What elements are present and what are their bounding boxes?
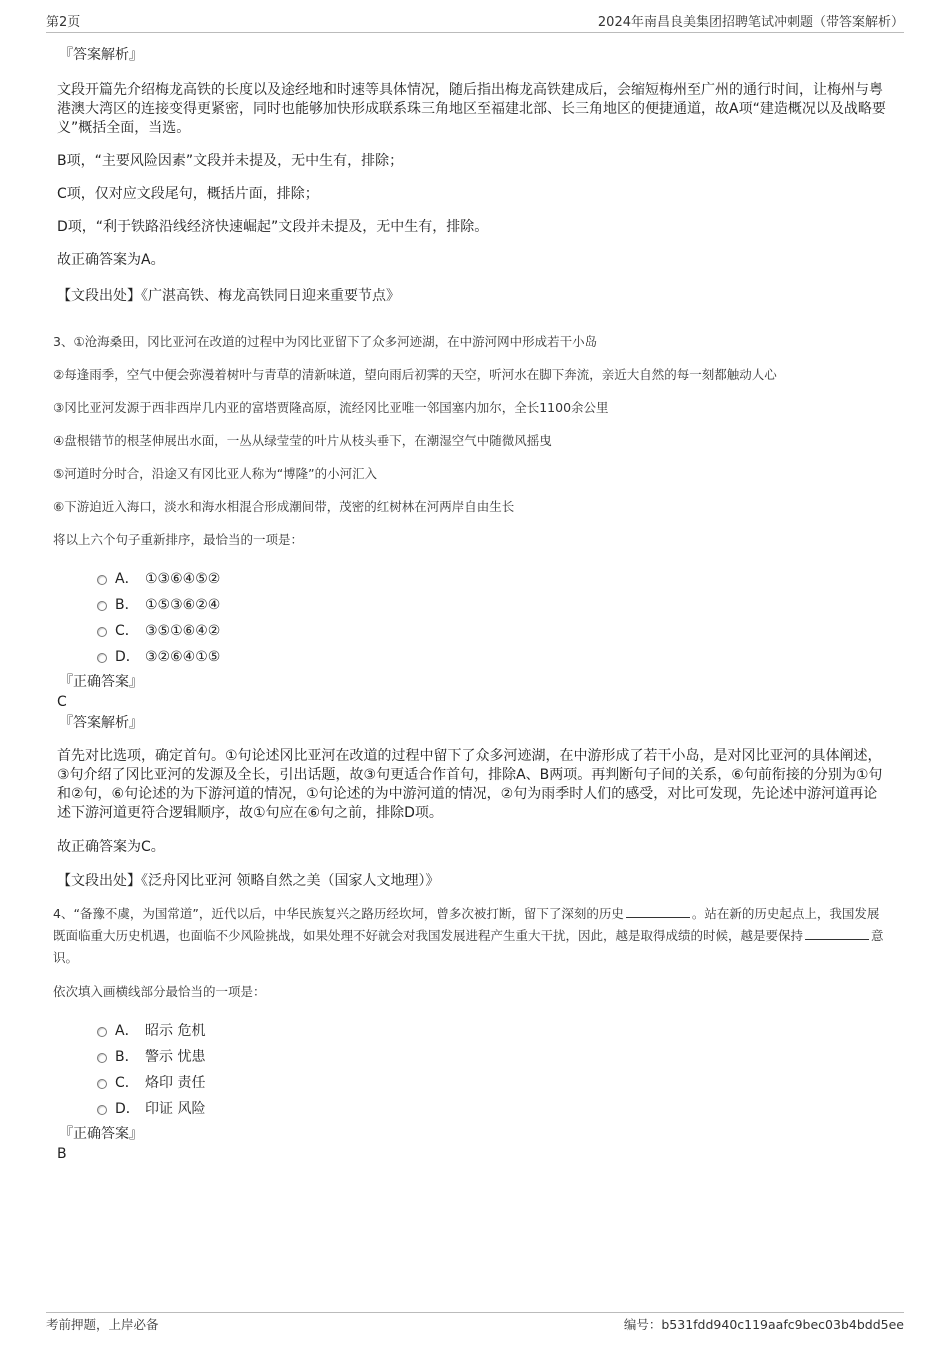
analysis-heading: 『答案解析』 [59, 715, 143, 731]
radio-icon[interactable] [97, 627, 107, 637]
document-title: 2024年南昌良美集团招聘笔试冲刺题（带答案解析） [597, 15, 904, 30]
question-4-option-c[interactable]: C． 烙印 责任 [97, 1073, 887, 1099]
question-3-sentence-4: ④盘根错节的根茎伸展出水面，一丛从绿莹莹的叶片从枝头垂下，在潮湿空气中随微风摇曳 [53, 433, 552, 448]
source-citation: 【文段出处】《泛舟冈比亚河 领略自然之美（国家人文地理）》 [57, 873, 440, 889]
analysis-option-d: D项，“利于铁路沿线经济快速崛起”文段并未提及，无中生有，排除。 [57, 219, 489, 235]
source-citation: 【文段出处】《广湛高铁、梅龙高铁同日迎来重要节点》 [57, 288, 400, 304]
analysis-option-c: C项，仅对应文段尾句，概括片面，排除； [57, 186, 319, 202]
radio-icon[interactable] [97, 601, 107, 611]
question-3-prompt: 将以上六个句子重新排序，最恰当的一项是： [53, 532, 304, 547]
analysis-conclusion: 故正确答案为C。 [57, 839, 165, 855]
radio-icon[interactable] [97, 575, 107, 585]
document-id: 编号：b531fdd940c119aafc9bec03b4bdd5ee [623, 1317, 904, 1332]
page-content [53, 44, 887, 1163]
question-3-sentence-1: 3、①沧海桑田，冈比亚河在改道的过程中为冈比亚留下了众多河迹湖，在中游河网中形成若干小岛 [53, 334, 598, 349]
correct-answer: B [57, 1146, 67, 1162]
radio-icon[interactable] [97, 1053, 107, 1063]
analysis-conclusion: 故正确答案为A。 [57, 252, 165, 268]
question-3-option-a[interactable]: A． ①③⑥④⑤② [97, 569, 887, 595]
question-3-sentence-3: ③冈比亚河发源于西非西岸几内亚的富塔贾隆高原，流经冈比亚唯一邻国塞内加尔，全长1100余公里 [53, 400, 609, 415]
question-4-option-d[interactable]: D． 印证 风险 [97, 1099, 887, 1125]
answer-heading: 『正确答案』 [59, 1126, 143, 1142]
radio-icon[interactable] [97, 1027, 107, 1037]
answer-heading: 『正确答案』 [59, 674, 143, 690]
analysis-paragraph: 首先对比选项，确定首句。①句论述冈比亚河在改道的过程中留下了众多河迹湖，在中游形成了若干小岛，是对冈比亚河的具体阐述，③句介绍了冈比亚河的发源及全长，引出话题，故③句更适合作首句，排除A、B两项。再判断句子间的关系，⑥句前衔接的分别为①句和②句，⑥句论述的为下游河道的情况，①句论述的为中游河道的情况，②句为雨季时人们的感受，对比可发现，先论述中游河道再论述下游河道更符合逻辑顺序，故①句应在⑥句之前，排除D项。 [57, 748, 883, 821]
footer-slogan: 考前押题，上岸必备 [46, 1317, 159, 1332]
page-footer [46, 1312, 904, 1337]
analysis-option-b: B项，“主要风险因素”文段并未提及，无中生有，排除； [57, 153, 404, 169]
correct-answer: C [57, 694, 67, 710]
question-3-option-b[interactable]: B． ①⑤③⑥②④ [97, 595, 887, 621]
radio-icon[interactable] [97, 653, 107, 663]
page-header [46, 14, 904, 33]
analysis-paragraph: 文段开篇先介绍梅龙高铁的长度以及途经地和时速等具体情况，随后指出梅龙高铁建成后，会缩短梅州至广州的通行时间，让梅州与粤港澳大湾区的连接变得更紧密，同时也能够加快形成联系珠三角地区至福建北部、长三角地区的便捷通道，故A项“建造概况以及战略要义”概括全面，当选。 [57, 82, 886, 136]
radio-icon[interactable] [97, 1079, 107, 1089]
radio-icon[interactable] [97, 1105, 107, 1115]
analysis-heading: 『答案解析』 [59, 47, 143, 63]
question-4-prompt: 依次填入画横线部分最恰当的一项是： [53, 984, 266, 999]
question-3-sentence-6: ⑥下游迫近入海口，淡水和海水相混合形成潮间带，茂密的红树林在河两岸自由生长 [53, 499, 515, 514]
question-4-option-b[interactable]: B． 警示 忧患 [97, 1047, 887, 1073]
question-3-option-c[interactable]: C． ③⑤①⑥④② [97, 621, 887, 647]
fill-in-blank-2 [805, 926, 869, 940]
question-3-option-d[interactable]: D． ③②⑥④①⑤ [97, 647, 887, 673]
question-4-options [57, 1021, 887, 1125]
page-number: 第2页 [46, 15, 81, 30]
question-3-sentence-5: ⑤河道时分时合，沿途又有冈比亚人称为“博隆”的小河汇入 [53, 466, 378, 481]
question-3-sentence-2: ②每逢雨季，空气中便会弥漫着树叶与青草的清新味道，望向雨后初霁的天空，听河水在脚下奔流，亲近大自然的每一刻都触动人心 [53, 367, 777, 382]
question-3-options [57, 569, 887, 673]
question-4-option-a[interactable]: A． 昭示 危机 [97, 1021, 887, 1047]
fill-in-blank-1 [626, 904, 690, 918]
question-4-stem: 4、“备豫不虞，为国常道”，近代以后，中华民族复兴之路历经坎坷，曾多次被打断，留下了深刻的历史 。站在新的历史起点上，我国发展既面临重大历史机遇，也面临不少风险挑战，如果处理不好就会对我国发展进程产生重大干扰，因此，越是取得成绩的时候，越是要保持 意识。 [53, 906, 884, 965]
